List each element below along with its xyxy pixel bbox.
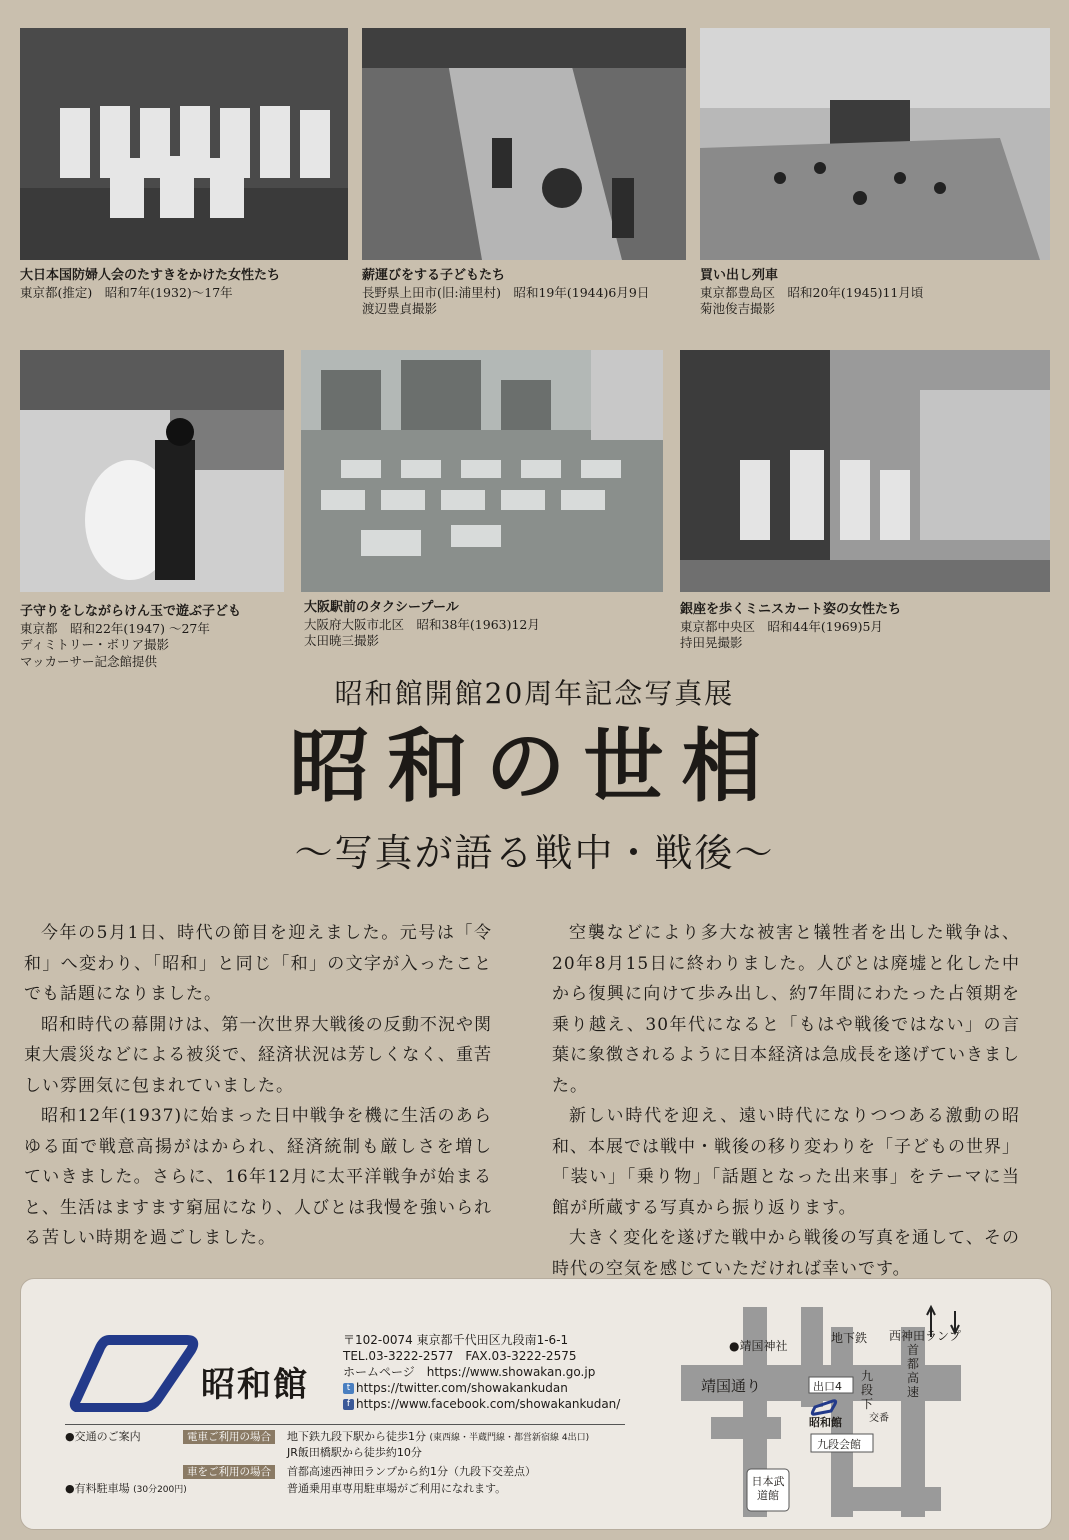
map-label-kudanshita: 九段下 — [861, 1369, 874, 1411]
map-label-budokan: 日本武道館 — [751, 1475, 785, 1502]
body-right-column — [552, 918, 1020, 1284]
contact-block — [343, 1332, 620, 1412]
train-badge: 電車ご利用の場合 — [183, 1430, 275, 1444]
map-label-exit4: 出口4 — [813, 1380, 842, 1393]
caption-line: 持田晃撮影 — [680, 635, 743, 650]
twitter-row[interactable] — [343, 1380, 620, 1396]
exhibition-title: 昭和の世相 — [289, 719, 780, 813]
photo-osaka-taxi-pool — [301, 350, 663, 592]
caption-line: マッカーサー記念館提供 — [20, 653, 158, 669]
caption-line: 大阪府大阪市北区 昭和38年(1963)12月 — [304, 616, 540, 632]
caption-line: 菊池俊吉撮影 — [700, 301, 776, 316]
caption-title: 大阪駅前のタクシープール — [304, 600, 459, 615]
map-label-kudan-kaikan: 九段会館 — [817, 1438, 861, 1451]
caption-title: 子守りをしながらけん玉で遊ぶ子ども — [20, 604, 242, 619]
photo-shopping-train — [700, 28, 1050, 260]
homepage-link[interactable]: ホームページ https://www.showakan.go.jp — [343, 1365, 596, 1379]
parking-label: ●有料駐車場 — [65, 1482, 130, 1495]
caption-title: 薪運びをする子どもたち — [362, 268, 506, 283]
car-badge: 車をご利用の場合 — [183, 1465, 275, 1479]
caption-photo-2 — [362, 268, 649, 318]
caption-title: 買い出し列車 — [700, 268, 779, 283]
facebook-row[interactable] — [343, 1396, 620, 1412]
photo-ginza-miniskirt — [680, 350, 1050, 592]
caption-photo-4 — [20, 604, 241, 670]
caption-line: 東京都中央区 昭和44年(1969)5月 — [680, 618, 883, 634]
caption-line: 太田暁三撮影 — [304, 633, 380, 648]
tel-fax: TEL.03-3222-2577 FAX.03-3222-2575 — [343, 1349, 577, 1363]
caption-photo-5 — [304, 600, 540, 650]
caption-line: 東京都豊島区 昭和20年(1945)11月頃 — [700, 284, 924, 300]
twitter-link[interactable]: https://twitter.com/showakankudan — [356, 1381, 568, 1395]
map-label-nishikanda: 西神田ランプ — [889, 1329, 962, 1343]
caption-photo-1 — [20, 268, 280, 301]
train-line-1: 地下鉄九段下駅から徒歩1分 — [287, 1430, 426, 1443]
paragraph: 昭和12年(1937)に始まった日中戦争を機に生活のあらゆる面で戦意高揚がはかられ、経済統制も厳しさを増していきました。さらに、16年12月に太平洋戦争が始まると、生活はますます窮屈になり、人びとは我慢を強いられる苦しい時期を過ごしました。 — [24, 1106, 492, 1248]
access-label: ●交通のご案内 — [65, 1430, 141, 1443]
parking-note: (30分200円) — [133, 1485, 187, 1495]
address: 〒102-0074 東京都千代田区九段南1-6-1 — [343, 1333, 569, 1347]
car-line: 首都高速西神田ランプから約1分（九段下交差点） — [287, 1465, 536, 1478]
caption-photo-6 — [680, 602, 901, 652]
footer-info-box — [20, 1278, 1052, 1530]
paragraph: 新しい時代を迎え、遠い時代になりつつある激動の昭和、本展では戦中・戦後の移り変わりを「子どもの世界」「装い」「乗り物」「話題となった出来事」をテーマに当館が所蔵する写真から振り返ります。 — [552, 1106, 1020, 1218]
body-left-column — [24, 918, 492, 1254]
caption-line: ディミトリー・ボリア撮影 — [20, 637, 170, 652]
facebook-icon: f — [343, 1399, 354, 1410]
map-label-showakan: 昭和館 — [809, 1416, 842, 1429]
map-label-subway: 地下鉄 — [831, 1331, 868, 1345]
paragraph: 空襲などにより多大な被害と犠牲者を出した戦争は、20年8月15日に終わりました。人びとは廃墟と化した中から復興に向けて歩み出し、約7年間にわたった占領期を乗り越え、30年代になると「もはや戦後ではない」の言葉に象徴されるように日本経済は急成長を遂げていきました。 — [552, 923, 1020, 1096]
map-label-koban: 交番 — [869, 1413, 889, 1424]
photo-children-carrying-firewood — [362, 28, 686, 260]
photo-child-kendama — [20, 350, 284, 592]
map-label-yasukuni-shrine: ●靖国神社 — [729, 1339, 788, 1353]
paragraph: 昭和時代の幕開けは、第一次世界大戦後の反動不況や関東大震災などによる被災で、経済状況は芳しくなく、重苦しい雰囲気に包まれていました。 — [24, 1014, 492, 1096]
caption-photo-3 — [700, 268, 923, 318]
map-label-yasukuni-dori: 靖国通り — [701, 1377, 762, 1395]
facebook-link[interactable]: https://www.facebook.com/showakankudan/ — [356, 1397, 621, 1411]
exhibition-subtitle: 昭和館開館20周年記念写真展 — [334, 677, 735, 710]
caption-line: 長野県上田市(旧:浦里村) 昭和19年(1944)6月9日 — [362, 284, 650, 300]
caption-title: 大日本国防婦人会のたすきをかけた女性たち — [20, 268, 281, 283]
access-map — [681, 1297, 981, 1525]
caption-line: 渡辺豊貞撮影 — [362, 301, 438, 316]
map-label-expressway: 首都高速 — [907, 1343, 920, 1399]
photo-women-sashes — [20, 28, 348, 260]
caption-title: 銀座を歩くミニスカート姿の女性たち — [680, 602, 902, 617]
caption-line: 東京都(推定) 昭和7年(1932)〜17年 — [20, 284, 233, 300]
train-line-2: JR飯田橋駅から徒歩約10分 — [287, 1446, 422, 1459]
caption-line: 東京都 昭和22年(1947) 〜27年 — [20, 620, 210, 636]
paragraph: 大きく変化を遂げた戦中から戦後の写真を通して、その時代の空気を感じていただければ幸いです。 — [552, 1228, 1020, 1279]
paragraph: 今年の5月1日、時代の節目を迎えました。元号は「令和」へ変わり、「昭和」と同じ「和」の文字が入ったことでも話題になりました。 — [24, 923, 492, 1004]
logo-text: 昭和館 — [201, 1365, 309, 1405]
train-line-1-note: (東西線・半蔵門線・都営新宿線 4出口) — [429, 1433, 590, 1443]
exhibition-tagline: 〜写真が語る戦中・戦後〜 — [294, 831, 775, 875]
parking-line: 普通乗用車専用駐車場がご利用になれます。 — [287, 1482, 507, 1495]
divider — [65, 1424, 625, 1425]
showakan-logo-icon — [69, 1332, 199, 1412]
twitter-icon: t — [343, 1383, 354, 1394]
